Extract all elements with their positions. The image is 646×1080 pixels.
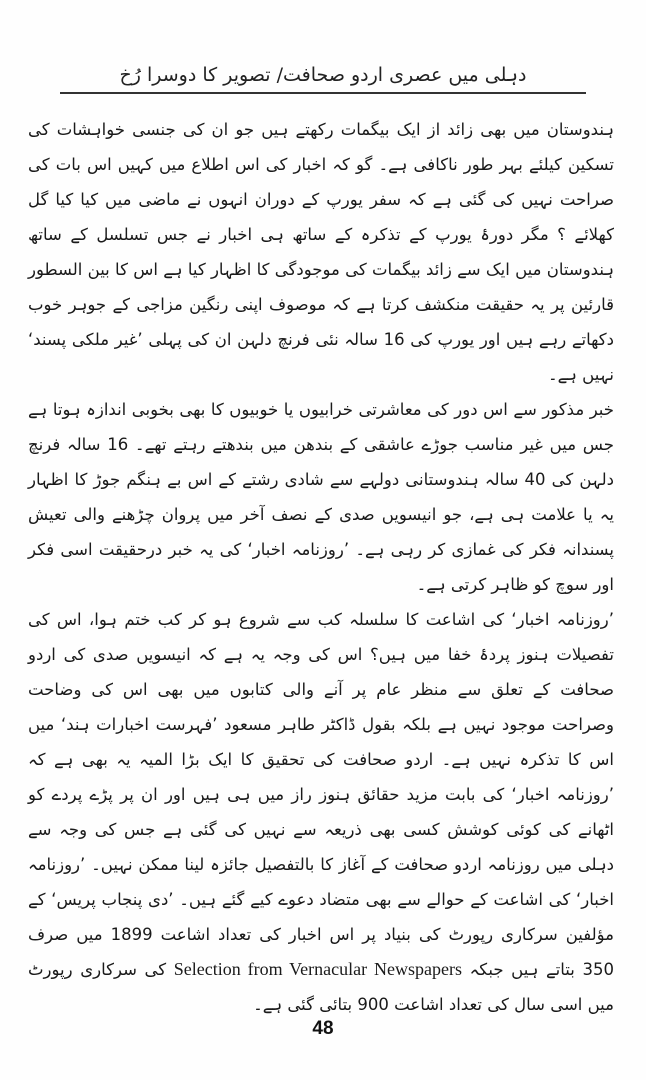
running-header-title: دہلی میں عصری اردو صحافت/ تصویر کا دوسرا رُخ — [119, 64, 527, 86]
paragraph-3-text-before: ’روزنامہ اخبار‘ کی اشاعت کا سلسلہ کب سے شروع ہو کر کب ختم ہوا، اس کی تفصیلات ہنوز پردۂ خفا میں ہیں؟ اس کی وجہ یہ ہے کہ انیسویں صدی کی اردو صحافت کے تعلق سے منظر عام پر آنے والی کتابوں میں بھی اس کی وضاحت وصراحت موجود نہیں ہے بلکہ بقول ڈاکٹر طاہر مسعود ’فہرست اخبارات ہند‘ میں اس کا تذکرہ نہیں ہے۔ اردو صحافت کی تحقیق کا ایک بڑا المیہ یہ بھی ہے کہ ’روزنامہ اخبار‘ کی بابت مزید حقائق ہنوز راز میں ہی ہیں اور ان پر پڑے پردے کو اٹھانے کی کوئی کوشش کسی بھی ذریعہ سے نہیں کی گئی ہے جس کی وجہ سے دہلی میں روزنامہ اردو صحافت کے آغاز کا بالتفصیل جائزہ لینا ممکن نہیں۔ ’روزنامہ اخبار‘ کی اشاعت کے حوالے سے بھی متضاد دعوے کیے گئے ہیں۔ ’دی پنجاب پریس‘ کے مؤلفین سرکاری رپورٹ کی بنیاد پر اس اخبار کی تعداد اشاعت 1899 میں صرف 350 بتاتے ہیں جبکہ — [28, 610, 615, 979]
page-number: 48 — [312, 1018, 334, 1039]
english-title: Selection from Vernacular Newspapers — [173, 959, 462, 979]
paragraph-2: خبر مذکور سے اس دور کی معاشرتی خرابیوں یا خوبیوں کا بھی بخوبی اندازہ ہوتا ہے جس میں غیر مناسب جوڑے عاشقی کے بندھن میں بندھتے رہتے تھے۔ 16 سالہ فرنچ دلہن کی 40 سالہ ہندوستانی دولہے سے شادی رشتے کے اس بے ہنگم جوڑ کا اظہار یہ یا علامت ہی ہے، جو انیسویں صدی کے نصف آخر میں پروان چڑھنے والی تعیش پسندانہ فکر کی غمازی کر رہی ہے۔ ’روزنامہ اخبار‘ کی یہ خبر درحقیقت اسی فکر اور سوچ کو ظاہر کرتی ہے۔ — [28, 400, 614, 594]
paragraph-3-text-after: کی سرکاری رپورٹ میں اسی سال کی تعداد اشاعت 900 بتائی گئی ہے۔ — [28, 960, 614, 1014]
paragraph-1: ہندوستان میں بھی زائد از ایک بیگمات رکھتے ہیں جو ان کی جنسی خواہشات کی تسکین کیلئے بہر طور ناکافی ہے۔ گو کہ اخبار کی اس اطلاع میں کہیں اس بات کی صراحت نہیں کی گئی ہے کہ سفر یورپ کے دوران انہوں نے ماضی میں کیا کیا گل کھلائے ؟ مگر دورۂ یورپ کے تذکرہ کے ساتھ ہی اخبار نے جس تسلسل کے ساتھ ہندوستان میں ایک سے زائد بیگمات کی موجودگی کا اظہار کیا ہے اس کا بین السطور قارئین پر یہ حقیقت منکشف کرتا ہے کہ موصوف اپنی رنگین مزاجی کے جوہر خوب دکھاتے رہے ہیں اور یورپ کی 16 سالہ نئی فرنچ دلہن ان کی پہلی ’غیر ملکی پسند‘ نہیں ہے۔ — [28, 120, 614, 384]
page-body — [28, 112, 614, 1022]
running-header — [60, 58, 586, 94]
paragraph-3 — [28, 602, 614, 1022]
